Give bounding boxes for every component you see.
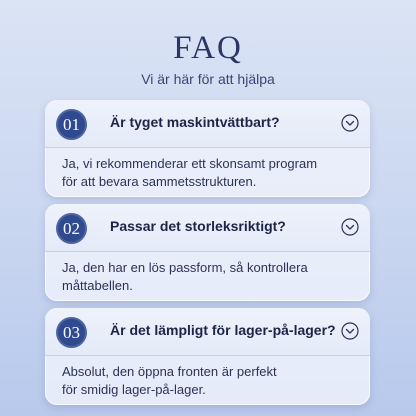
chevron-down-icon[interactable]: [341, 322, 359, 340]
page-subtitle: Vi är här för att hjälpa: [141, 71, 275, 87]
answer-line: Ja, den har en lös passform, så kontrollera: [62, 260, 308, 275]
number-badge: 03: [56, 317, 87, 348]
faq-item-1: [45, 100, 370, 197]
number-badge: 01: [56, 109, 87, 140]
answer-line: för att bevara sammetsstrukturen.: [62, 174, 257, 189]
chevron-down-icon[interactable]: [341, 114, 359, 132]
faq-question-row-3[interactable]: [45, 308, 370, 356]
faq-answer-2: [62, 259, 362, 295]
faq-item-3: [45, 308, 370, 405]
page-title: FAQ: [173, 30, 243, 66]
answer-line: för smidig lager-på-lager.: [62, 382, 206, 397]
faq-question-row-1[interactable]: [45, 100, 370, 148]
faq-header: [0, 28, 416, 88]
chevron-down-icon[interactable]: [341, 218, 359, 236]
answer-line: Absolut, den öppna fronten är perfekt: [62, 364, 277, 379]
faq-question-row-2[interactable]: [45, 204, 370, 252]
faq-answer-1: [62, 155, 362, 191]
faq-item-2: [45, 204, 370, 301]
answer-line: Ja, vi rekommenderar ett skonsamt program: [62, 156, 318, 171]
faq-question-3[interactable]: Är det lämpligt för lager-på-lager?: [110, 322, 336, 338]
faq-question-1[interactable]: Är tyget maskintvättbart?: [110, 114, 280, 130]
faq-question-2[interactable]: Passar det storleksriktigt?: [110, 218, 286, 234]
answer-line: måttabellen.: [62, 278, 133, 293]
number-badge: 02: [56, 213, 87, 244]
faq-answer-3: [62, 363, 362, 399]
